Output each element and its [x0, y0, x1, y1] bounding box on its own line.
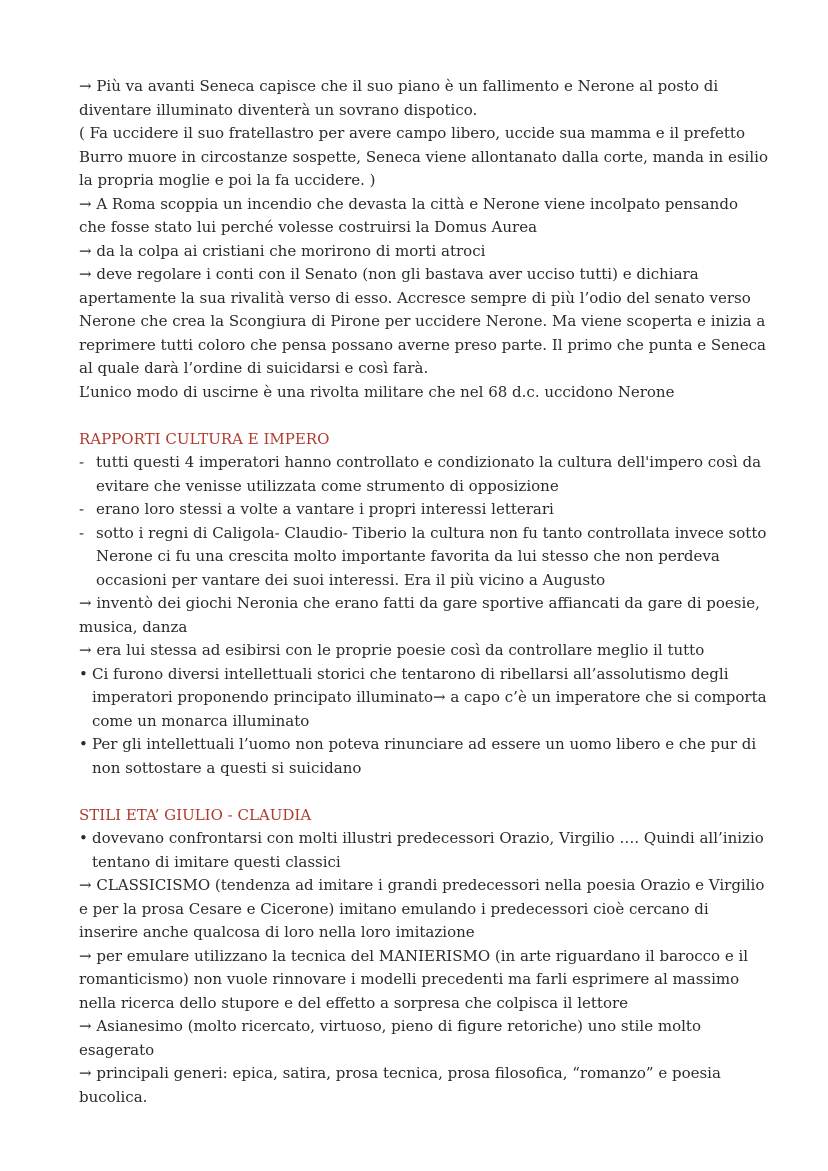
spacer — [79, 404, 769, 428]
bullet-marker: • — [79, 829, 88, 847]
dash-list-item-text: sotto i regni di Caligola- Claudio- Tiberio la cultura non fu tanto controllata invece sotto Nerone ci fu una crescita molto importante favorita da lui stesso che non perdeva occasioni per vantare dei suoi interessi. Era il più vicino a Augusto — [96, 523, 767, 589]
paragraph: → da la colpa ai cristiani che morirono di morti atroci — [79, 241, 486, 260]
section-heading: RAPPORTI CULTURA E IMPERO — [79, 429, 330, 448]
dash-list-item-text: tutti questi 4 imperatori hanno controllato e condizionato la cultura dell'impero così da evitare che venisse utilizzata come strumento di opposizione — [96, 453, 762, 495]
bullet-marker: • — [79, 664, 88, 683]
paragraph: → CLASSICISMO (tendenza ad imitare i grandi predecessori nella poesia Orazio e Virgilio e per la prosa Cesare e Cicerone) imitano emulando i predecessori cioè cercano di inserire anche qualcosa di loro nella loro imitazione — [79, 876, 765, 941]
paragraph: ( Fa uccidere il suo fratellastro per avere campo libero, uccide sua mamma e il prefetto Burro muore in circostanze sospette, Seneca viene allontanato dalla corte, manda in esilio la propria moglie e poi la fa uccidere. ) — [79, 124, 768, 189]
paragraph: → deve regolare i conti con il Senato (non gli bastava aver ucciso tutti) e dichiara apertamente la sua rivalità verso di esso. Accresce sempre di più l’odio del senato verso Nerone che crea la Scongiura di Pirone per uccidere Nerone. Ma viene scoperta e inizia a reprimere tutti coloro che pensa possano averne preso parte. Il primo che punta e Seneca al quale darà l’ordine di suicidarsi e così farà. — [79, 265, 766, 377]
bullet-list-item-text: Ci furono diversi intellettuali storici che tentarono di ribellarsi all’assolutismo degli imperatori proponendo principato illuminato→ a capo c’è un imperatore che si comporta come un monarca illuminato — [92, 664, 767, 730]
document-page — [79, 75, 769, 1109]
bullet-list-item-text: Per gli intellettuali l’uomo non poteva rinunciare ad essere un uomo libero e che pur di non sottostare a questi si suicidano — [92, 735, 757, 777]
dash-list-item-text: erano loro stessi a volte a vantare i propri interessi letterari — [96, 500, 554, 518]
section-rapporti-cultura-impero — [79, 428, 769, 781]
dash-list-item — [79, 498, 769, 522]
paragraph: → inventò dei giochi Neronia che erano fatti da gare sportive affiancati da gare di poesie, musica, danza — [79, 594, 760, 636]
bullet-list-item — [79, 663, 769, 734]
paragraph: → A Roma scoppia un incendio che devasta la città e Nerone viene incolpato pensando che fosse stato lui perché volesse costruirsi la Domus Aurea — [79, 194, 738, 236]
dash-marker: - — [79, 523, 85, 542]
spacer — [79, 780, 769, 804]
section-stili-eta-giulio-claudia — [79, 804, 769, 1110]
paragraph: → Asianesimo (molto ricercato, virtuoso, pieno di figure retoriche) uno stile molto esagerato — [79, 1017, 701, 1059]
dash-marker: - — [79, 453, 85, 471]
dash-marker: - — [79, 500, 85, 518]
dash-list-item — [79, 522, 769, 593]
paragraph: L’unico modo di uscirne è una rivolta militare che nel 68 d.c. uccidono Nerone — [79, 382, 675, 401]
bullet-marker: • — [79, 735, 88, 753]
section-nerone — [79, 75, 769, 404]
paragraph: → Più va avanti Seneca capisce che il suo piano è un fallimento e Nerone al posto di diventare illuminato diventerà un sovrano dispotico. — [79, 77, 719, 119]
paragraph: → era lui stessa ad esibirsi con le proprie poesie così da controllare meglio il tutto — [79, 641, 705, 659]
dash-list-item — [79, 451, 769, 498]
paragraph: → per emulare utilizzano la tecnica del MANIERISMO (in arte riguardano il barocco e il romanticismo) non vuole rinnovare i modelli precedenti ma farli esprimere al massimo nella ricerca dello stupore e del effetto a sorpresa che colpisca il lettore — [79, 946, 749, 1012]
bullet-list-item — [79, 733, 769, 780]
bullet-list-item-text: dovevano confrontarsi con molti illustri predecessori Orazio, Virgilio …. Quindi all’inizio tentano di imitare questi classici — [92, 829, 764, 871]
paragraph: → principali generi: epica, satira, prosa tecnica, prosa filosofica, “romanzo” e poesia bucolica. — [79, 1064, 721, 1106]
bullet-list-item — [79, 827, 769, 874]
section-heading: STILI ETA’ GIULIO - CLAUDIA — [79, 805, 312, 824]
